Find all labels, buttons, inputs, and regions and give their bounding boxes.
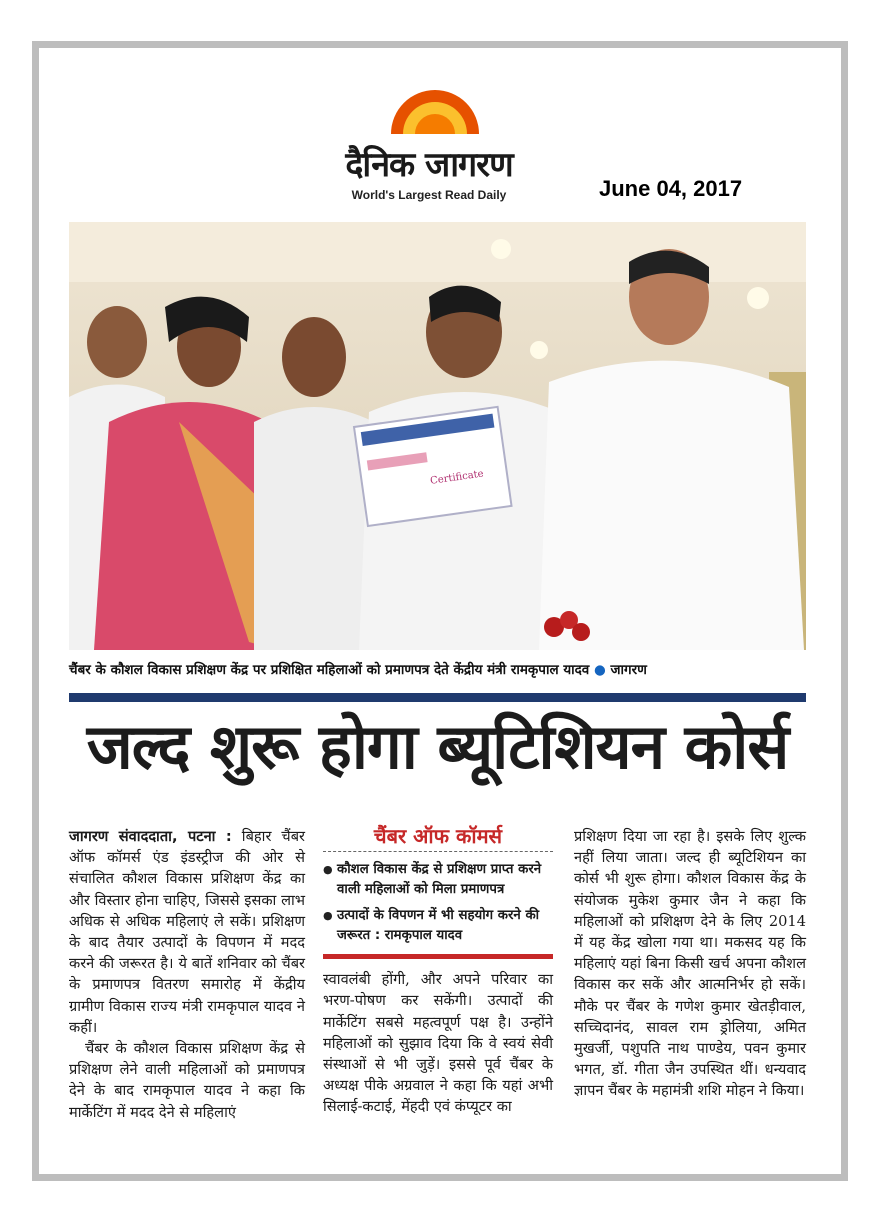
masthead-tagline: World's Largest Read Daily xyxy=(351,188,507,202)
article-column-2 xyxy=(323,826,553,1118)
section-divider xyxy=(69,693,806,702)
box-divider xyxy=(323,954,553,959)
masthead-name: दैनिक जागरण xyxy=(345,145,513,185)
newspaper-logo-sun-icon xyxy=(389,88,481,134)
bullet-dot-icon: ● xyxy=(594,662,606,678)
photo-caption xyxy=(69,660,806,678)
publication-date: June 04, 2017 xyxy=(599,176,743,201)
byline: जागरण संवाददाता, पटना : xyxy=(69,828,232,845)
paragraph: स्वावलंबी होंगी, और अपने परिवार का भरण-पोषण कर सकेंगी। उत्पादों की मार्केटिंग सबसे महत्वपूर्ण पक्ष है। उन्होंने महिलाओं को सुझाव दिया कि वे स्वयं सेवी संस्थाओं से भी जुड़ें। इससे पूर्व चैंबर के अध्यक्ष पीके अग्रवाल ने कहा कि यहां अभी सिलाई-कटाई, मेंहदी एवं कंप्यूटर का xyxy=(323,971,553,1116)
headline: जल्द शुरू होगा ब्यूटिशियन कोर्स xyxy=(86,710,789,783)
paragraph: बिहार चैंबर ऑफ कॉमर्स एंड इंडस्ट्रीज की ओर से संचालित कौशल विकास प्रशिक्षण केंद्र का और विस्तार होना चाहिए, जिससे इसका लाभ अधिक से अधिक महिलाएं ले सकें। प्रशिक्षण के बाद तैयार उत्पादों के विपणन में मदद करने की जरूरत है। ये बातें शनिवार को चैंबर के प्रमाणपत्र वितरण समारोह में केंद्रीय ग्रामीण विकास राज्य मंत्री रामकृपाल यादव ने कहीं। xyxy=(69,828,305,1036)
caption-text: चैंबर के कौशल विकास प्रशिक्षण केंद्र पर प्रशिक्षित महिलाओं को प्रमाणपत्र देते केंद्रीय मंत्री रामकृपाल यादव xyxy=(69,662,590,678)
highlight-bullet: ● कौशल विकास केंद्र से प्रशिक्षण प्राप्त करने वाली महिलाओं को मिला प्रमाणपत्र xyxy=(323,860,553,900)
photo-illustration xyxy=(69,222,806,650)
news-photo xyxy=(69,222,806,650)
page-frame xyxy=(32,41,848,1181)
highlight-bullet: ● उत्पादों के विपणन में भी सहयोग करने की जरूरत : रामकृपाल यादव xyxy=(323,906,553,946)
sidebar-box-title: चैंबर ऑफ कॉमर्स xyxy=(323,826,553,852)
paragraph: प्रशिक्षण दिया जा रहा है। इसके लिए शुल्क नहीं लिया जाता। जल्द ही ब्यूटिशियन का कोर्स भी शुरू होगा। कौशल विकास केंद्र के संयोजक मुकेश कुमार जैन ने कहा कि महिलाओं को प्रशिक्षण देने के लिए 2014 में यह केंद्र खोला गया था। मकसद यह कि महिलाएं यहां बिना किसी खर्च अपना कौशल विकास कर सकें और आत्मनिर्भर हो सकें। मौके पर चैंबर के गणेश कुमार खेतड़ीवाल, सच्चिदानंद, सावल राम ड्रोलिया, अमित मुखर्जी, पशुपति नाथ पाण्डेय, पवन कुमार भगत, डॉ. गीता जैन उपस्थित थीं। धन्यवाद ज्ञापन चैंबर के महामंत्री शशि मोहन ने किया। xyxy=(574,828,806,1100)
certificate-heading: Certificate xyxy=(429,468,485,487)
article-column-3 xyxy=(574,826,806,1102)
caption-credit: जागरण xyxy=(610,662,647,678)
paragraph: चैंबर के कौशल विकास प्रशिक्षण केंद्र से प्रशिक्षण लेने वाली महिलाओं को प्रमाणपत्र देने के बाद रामकृपाल यादव ने कहा कि मार्केटिंग में मदद देने से महिलाएं xyxy=(69,1040,305,1121)
article-column-1 xyxy=(69,826,305,1123)
